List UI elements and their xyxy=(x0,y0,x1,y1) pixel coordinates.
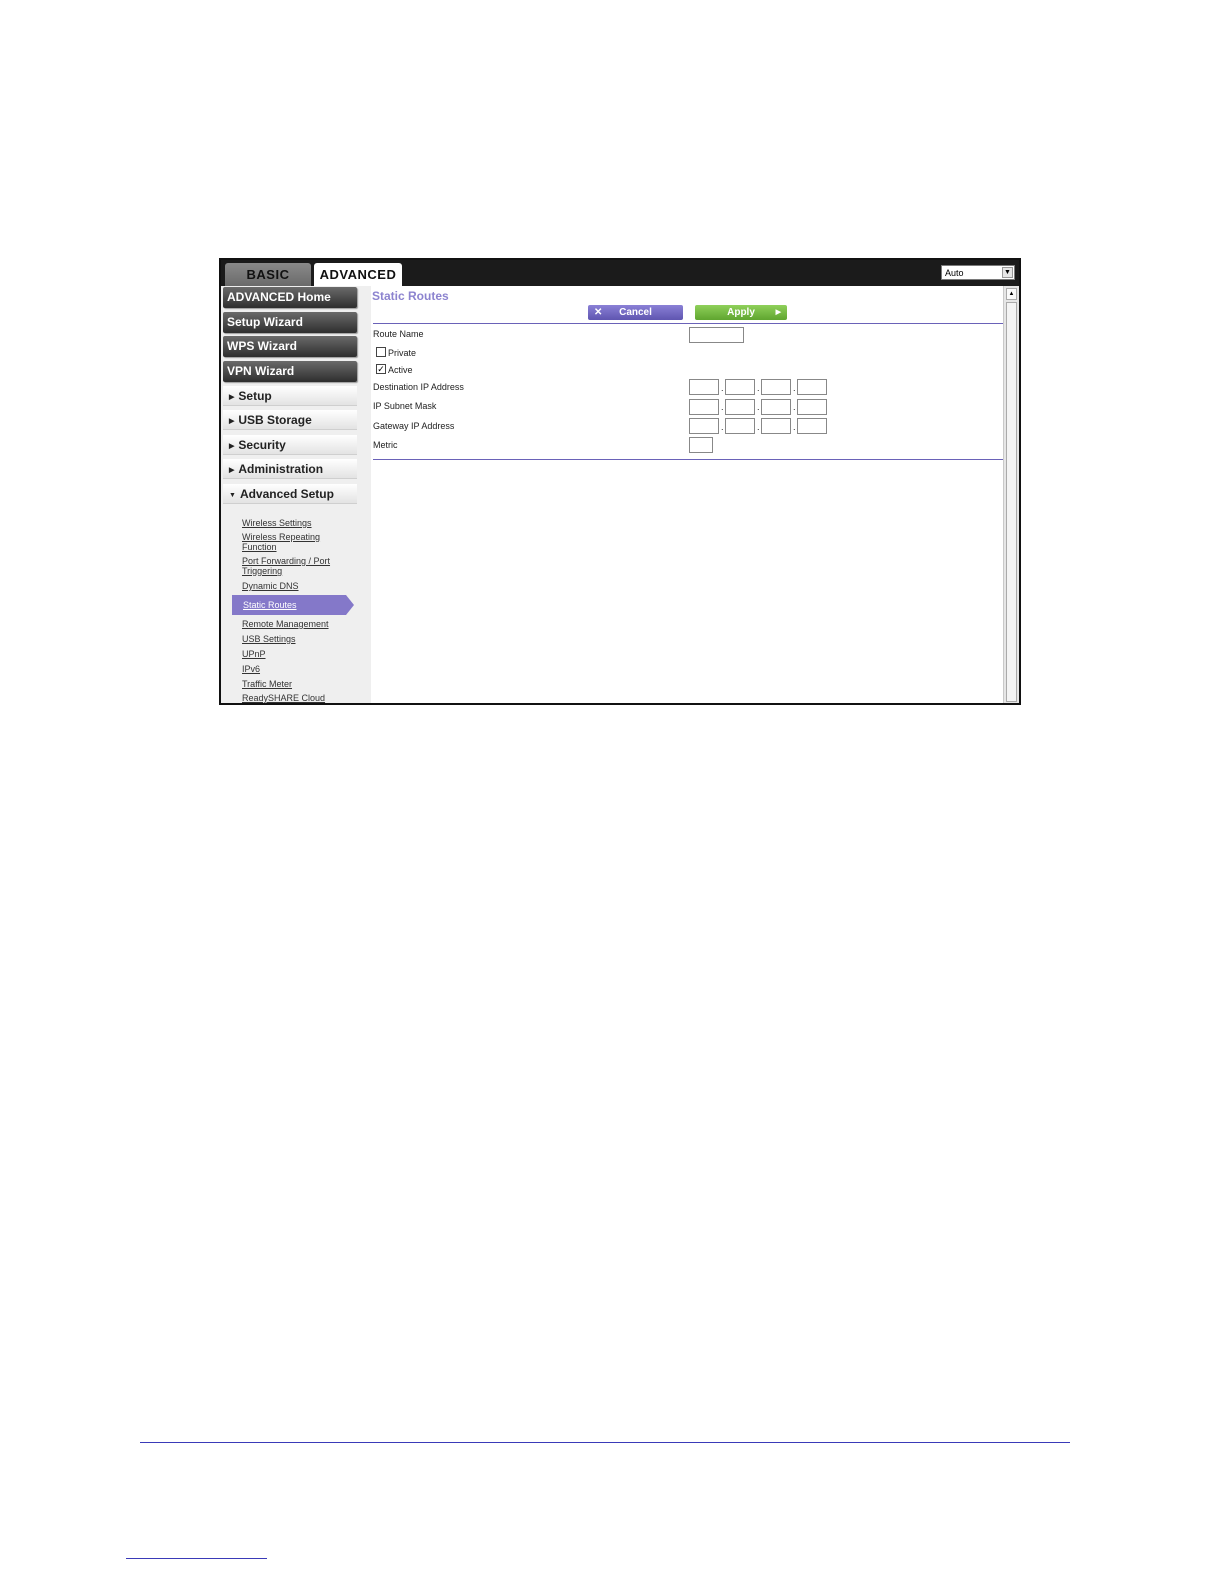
destination-ip-octet-2[interactable] xyxy=(725,379,755,395)
gateway-ip-label: Gateway IP Address xyxy=(373,421,455,431)
sidebar-item-usb-settings[interactable]: USB Settings xyxy=(242,634,296,644)
footer-short-divider xyxy=(126,1558,267,1559)
sidebar-item-static-routes[interactable]: Static Routes xyxy=(232,595,346,615)
route-name-label: Route Name xyxy=(373,329,424,339)
subnet-mask-octet-2[interactable] xyxy=(725,399,755,415)
top-bar xyxy=(221,260,1019,286)
sidebar-section-label: Security xyxy=(238,438,286,452)
cancel-button-label: Cancel xyxy=(619,307,652,318)
sidebar-item-readyshare-cloud[interactable]: ReadySHARE Cloud xyxy=(242,693,326,703)
sidebar-item-upnp[interactable]: UPnP xyxy=(242,649,266,659)
chevron-right-icon: ▶ xyxy=(775,309,781,316)
destination-ip-label: Destination IP Address xyxy=(373,382,464,392)
cancel-button[interactable] xyxy=(588,305,683,320)
ip-dot: . xyxy=(757,383,760,393)
wps-wizard-button[interactable]: WPS Wizard xyxy=(223,336,357,357)
subnet-mask-octet-3[interactable] xyxy=(761,399,791,415)
tab-basic[interactable]: BASIC xyxy=(225,263,311,286)
page-title: Static Routes xyxy=(372,289,449,303)
ip-dot: . xyxy=(721,422,724,432)
sidebar-section-usb-storage[interactable] xyxy=(223,410,357,430)
gateway-ip-octet-3[interactable] xyxy=(761,418,791,434)
divider-top xyxy=(373,323,1003,324)
sidebar-item-dynamic-dns[interactable]: Dynamic DNS xyxy=(242,581,299,591)
language-select[interactable] xyxy=(941,265,1015,280)
chevron-right-icon: ▶ xyxy=(229,418,235,425)
ip-dot: . xyxy=(793,383,796,393)
route-name-input[interactable] xyxy=(689,327,744,343)
vertical-scrollbar[interactable] xyxy=(1003,286,1019,703)
sidebar-section-label: Setup xyxy=(238,389,272,403)
vpn-wizard-button[interactable]: VPN Wizard xyxy=(223,361,357,382)
sidebar xyxy=(221,286,371,703)
destination-ip-octet-4[interactable] xyxy=(797,379,827,395)
sidebar-item-remote-management[interactable]: Remote Management xyxy=(242,619,329,629)
tab-advanced[interactable]: ADVANCED xyxy=(314,263,402,286)
ip-dot: . xyxy=(793,402,796,412)
destination-ip-octet-1[interactable] xyxy=(689,379,719,395)
sidebar-section-label: USB Storage xyxy=(238,413,312,427)
ip-dot: . xyxy=(757,422,760,432)
sidebar-section-advanced-setup[interactable] xyxy=(223,484,357,504)
ip-dot: . xyxy=(721,383,724,393)
gateway-ip-octet-2[interactable] xyxy=(725,418,755,434)
metric-input[interactable] xyxy=(689,437,713,453)
ip-dot: . xyxy=(721,402,724,412)
footer-divider xyxy=(140,1442,1070,1443)
active-label: Active xyxy=(388,365,413,375)
ip-dot: . xyxy=(793,422,796,432)
private-label: Private xyxy=(388,348,417,358)
close-icon: ✕ xyxy=(594,307,603,318)
main-content xyxy=(371,286,1003,703)
subnet-mask-label: IP Subnet Mask xyxy=(373,401,437,411)
gateway-ip-octet-1[interactable] xyxy=(689,418,719,434)
sidebar-section-administration[interactable] xyxy=(223,459,357,479)
subnet-mask-octet-1[interactable] xyxy=(689,399,719,415)
sidebar-section-label: Administration xyxy=(238,462,324,476)
gateway-ip-octet-4[interactable] xyxy=(797,418,827,434)
chevron-right-icon: ▶ xyxy=(229,443,235,450)
apply-button[interactable] xyxy=(695,305,787,320)
scroll-up-icon[interactable]: ▲ xyxy=(1006,288,1017,300)
sidebar-item-ipv6[interactable]: IPv6 xyxy=(242,664,261,674)
private-checkbox[interactable] xyxy=(376,347,386,357)
active-checkbox[interactable]: ✓ xyxy=(377,364,385,374)
advanced-home-button[interactable]: ADVANCED Home xyxy=(223,287,357,308)
sidebar-item-wireless-settings[interactable]: Wireless Settings xyxy=(242,518,312,528)
apply-button-label: Apply xyxy=(727,307,755,318)
router-admin-window xyxy=(219,258,1021,705)
setup-wizard-button[interactable]: Setup Wizard xyxy=(223,312,357,333)
sidebar-section-security[interactable] xyxy=(223,435,357,455)
chevron-right-icon: ▶ xyxy=(229,394,235,401)
scrollbar-thumb[interactable] xyxy=(1006,302,1017,702)
destination-ip-octet-3[interactable] xyxy=(761,379,791,395)
chevron-right-icon: ▶ xyxy=(229,467,235,474)
sidebar-item-port-forwarding[interactable]: Port Forwarding / Port Triggering xyxy=(242,556,331,576)
subnet-mask-octet-4[interactable] xyxy=(797,399,827,415)
sidebar-item-wireless-repeating-function[interactable]: Wireless Repeating Function xyxy=(242,532,321,552)
sidebar-section-setup[interactable] xyxy=(223,386,357,406)
divider-bottom xyxy=(373,459,1003,460)
sidebar-section-label: Advanced Setup xyxy=(239,487,334,501)
sidebar-item-traffic-meter[interactable]: Traffic Meter xyxy=(242,679,293,689)
metric-label: Metric xyxy=(373,440,398,450)
ip-dot: . xyxy=(757,402,760,412)
chevron-down-icon[interactable]: ▼ xyxy=(1002,267,1013,278)
chevron-down-icon: ▼ xyxy=(229,492,236,499)
language-select-value: Auto xyxy=(945,268,964,278)
